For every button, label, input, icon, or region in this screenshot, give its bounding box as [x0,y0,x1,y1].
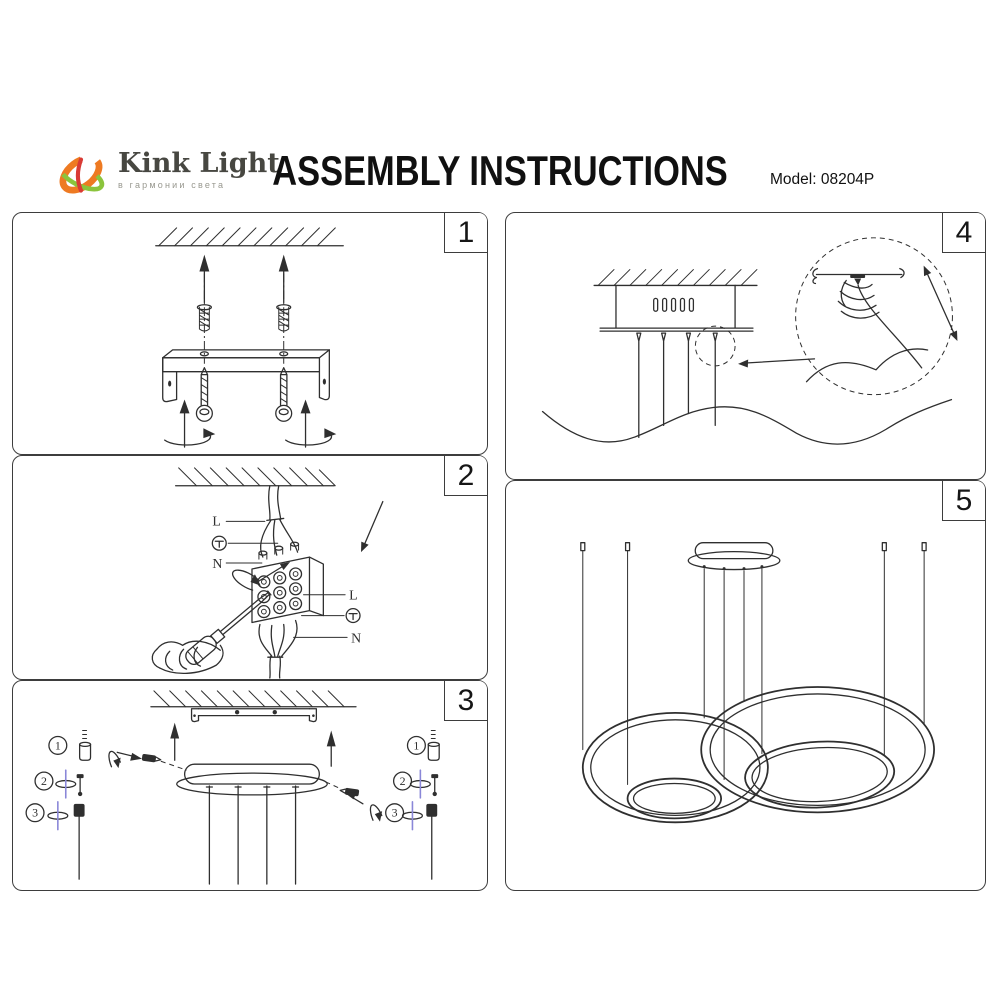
panel-number: 3 [444,681,487,721]
wire-labels-top [212,514,277,572]
ceiling-icon [151,691,356,707]
ring-small [628,779,722,819]
panel-number: 2 [444,456,487,496]
earth-ground-icon [346,609,360,623]
canopy-icon [688,543,780,570]
cord-grip-icon [426,804,437,879]
brand-tagline: в гармонии света [118,180,226,190]
ceiling-icon [176,468,336,486]
screw-icon [276,368,292,422]
brand-name: Kink Light [118,148,280,179]
panel-step-4-wire-adjustment [505,212,986,480]
fixture-cable-icon [259,621,297,678]
arrow-up-icon [170,723,335,767]
panel-2-drawing [13,456,487,679]
panel-step-5-assembled-fixture [505,480,986,891]
terminal-block-icon [252,542,323,622]
parts-list-left [26,731,90,880]
arrow-down-icon [361,502,383,553]
panel-1-drawing [13,213,487,454]
panel-4-drawing [506,213,985,479]
panel-number: 4 [942,213,985,253]
panel-step-1-bracket-mounting [12,212,488,455]
double-arrow-icon [924,266,958,341]
ceiling-icon [156,228,343,246]
panel-number: 1 [444,213,487,253]
screwdriver-icon [183,587,274,667]
wire-labels-bottom [294,589,362,647]
ring-large [701,687,934,812]
panel-step-2-wiring [12,455,488,680]
canopy-icon [600,285,753,331]
cord-grip-icon [74,804,85,879]
panel-number: 5 [942,481,985,521]
earth-ground-icon [212,536,226,550]
live-label: L [212,514,221,530]
center-line [204,257,283,364]
panel-5-drawing [506,481,985,890]
mounting-bracket-icon [163,350,330,402]
panel-3-drawing [13,681,487,890]
grub-screw-icon [431,774,438,796]
canopy-icon [177,764,328,795]
ceiling-icon [594,270,757,286]
zoom-inset-content [807,266,958,382]
parts-list-right [386,731,439,880]
arrow-left-icon [738,359,814,368]
page-title: ASSEMBLY INSTRUCTIONS [272,147,728,194]
suspension-wires [206,786,298,884]
rotation-arrow-icon [286,399,337,447]
grub-screw-icon [77,774,84,796]
step-3-circle: 3 [32,805,39,820]
ring-medium-left [583,713,768,822]
suspension-wires [637,333,717,437]
arrow-up-icon [199,255,288,303]
fixture-wave-line [543,400,952,445]
step-1-circle: 1 [54,738,61,753]
live-label: L [349,588,358,604]
step-1-circle: 1 [413,738,420,753]
neutral-label: N [212,556,223,572]
panel-step-3-canopy-mounting [12,680,488,891]
model-number: Model: 08204P [770,171,875,188]
hand-icon [807,280,928,381]
step-2-circle: 2 [41,774,47,789]
hand-icon [152,641,223,673]
screw-icon [196,368,212,422]
step-2-circle: 2 [399,774,406,789]
mounted-bracket-icon [192,709,317,722]
neutral-label: N [351,631,362,647]
step-3-circle: 3 [391,805,398,820]
